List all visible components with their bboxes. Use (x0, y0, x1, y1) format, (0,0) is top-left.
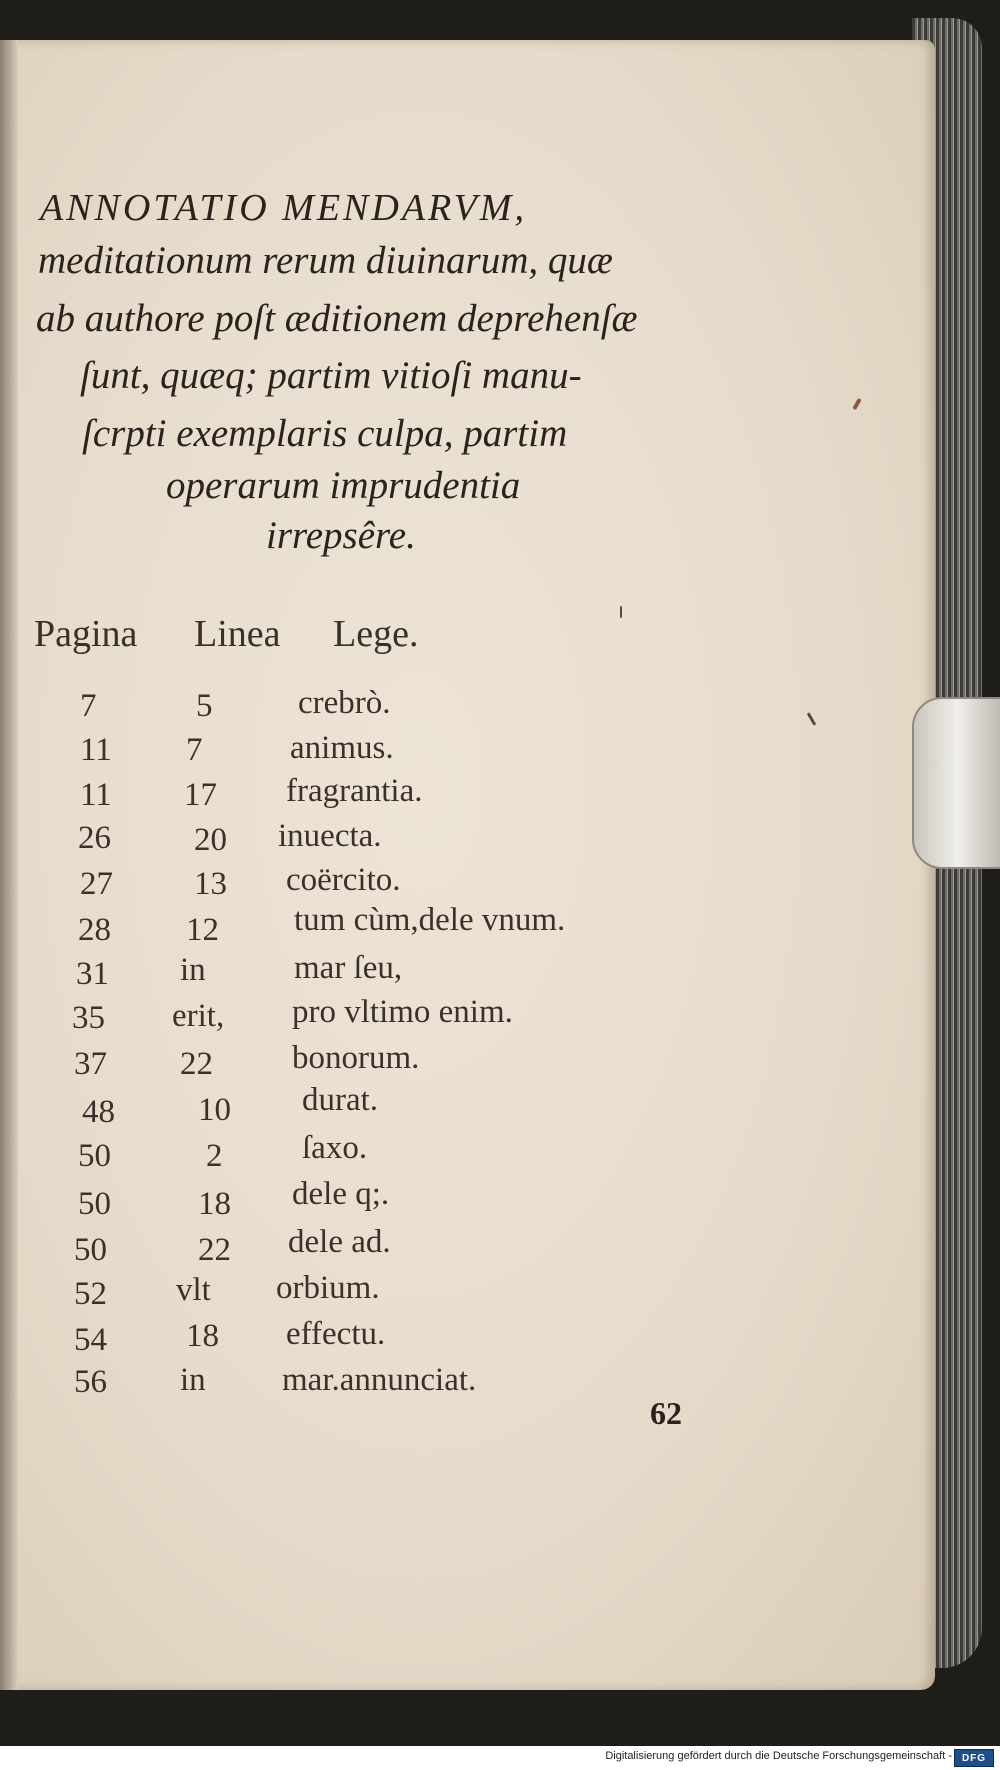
linea-cell: 7 (186, 732, 203, 768)
lege-cell: tum cùm,dele vnum. (294, 902, 566, 938)
heading-line-4: ſcrpti exemplaris culpa, partim (82, 412, 568, 455)
linea-cell: vlt (176, 1272, 211, 1308)
heading-line-2: ab authore poſt æditionem deprehenſæ (36, 297, 638, 340)
errata-title: ANNOTATIO MENDARVM, (40, 187, 527, 229)
pagina-cell: 50 (78, 1186, 111, 1222)
lege-cell: mar.annunciat. (282, 1362, 477, 1398)
lege-cell: durat. (302, 1082, 379, 1118)
lege-cell: animus. (290, 730, 394, 766)
linea-cell: 13 (194, 866, 227, 902)
linea-cell: 17 (184, 777, 217, 813)
lege-cell: crebrò. (298, 685, 391, 721)
pagina-cell: 37 (74, 1046, 107, 1082)
heading-line-6: irrepsêre. (266, 514, 416, 557)
lege-cell: fragrantia. (286, 773, 423, 809)
lege-cell: ſaxo. (302, 1130, 368, 1166)
digitization-credit: Digitalisierung gefördert durch die Deutsche Forschungsgemeinschaft - (605, 1750, 952, 1762)
dfg-logo: DFG (954, 1749, 994, 1767)
paper-speck (620, 606, 622, 618)
lege-cell: bonorum. (292, 1040, 420, 1076)
pagina-cell: 11 (80, 777, 112, 813)
pagina-cell: 7 (80, 688, 97, 724)
pagina-cell: 27 (80, 866, 113, 902)
pagina-cell: 50 (74, 1232, 107, 1268)
heading-line-5: operarum imprudentia (166, 464, 521, 507)
heading-line-1: meditationum rerum diuinarum, quæ (38, 239, 613, 282)
pagina-cell: 28 (78, 912, 111, 948)
linea-cell: 5 (196, 688, 213, 724)
pagina-cell: 26 (78, 820, 111, 856)
lege-cell: pro vltimo enim. (292, 994, 513, 1030)
heading-line-3: ſunt, quæq; partim vitioſi manu- (80, 354, 582, 397)
lege-cell: mar ſeu, (294, 950, 403, 986)
linea-cell: 20 (194, 822, 227, 858)
book-page (0, 40, 935, 1690)
pagina-cell: 11 (80, 732, 112, 768)
linea-cell: in (180, 952, 206, 988)
pagina-cell: 48 (82, 1094, 115, 1130)
linea-cell: 10 (198, 1092, 231, 1128)
pagina-cell: 31 (76, 956, 109, 992)
lege-cell: dele ad. (288, 1224, 391, 1260)
lege-cell: inuecta. (278, 818, 382, 854)
pagina-cell: 54 (74, 1322, 107, 1358)
linea-cell: 12 (186, 912, 219, 948)
column-header-pagina: Pagina (34, 613, 138, 655)
pagina-cell: 35 (72, 1000, 105, 1036)
linea-cell: 22 (180, 1046, 213, 1082)
linea-cell: erit, (172, 998, 225, 1034)
page-number: 62 (650, 1395, 682, 1431)
lege-cell: effectu. (286, 1316, 386, 1352)
pagina-cell: 52 (74, 1276, 107, 1312)
column-header-linea: Linea (194, 613, 281, 655)
linea-cell: 22 (198, 1232, 231, 1268)
linea-cell: in (180, 1362, 206, 1398)
column-header-lege: Lege. (333, 613, 419, 655)
linea-cell: 2 (206, 1138, 223, 1174)
lege-cell: orbium. (276, 1270, 380, 1306)
lege-cell: dele q;. (292, 1176, 390, 1212)
lege-cell: coërcito. (286, 862, 401, 898)
bookmark-clip (912, 697, 1000, 869)
pagina-cell: 50 (78, 1138, 111, 1174)
pagina-cell: 56 (74, 1364, 107, 1400)
linea-cell: 18 (186, 1318, 219, 1354)
linea-cell: 18 (198, 1186, 231, 1222)
binding-gutter (0, 40, 18, 1690)
